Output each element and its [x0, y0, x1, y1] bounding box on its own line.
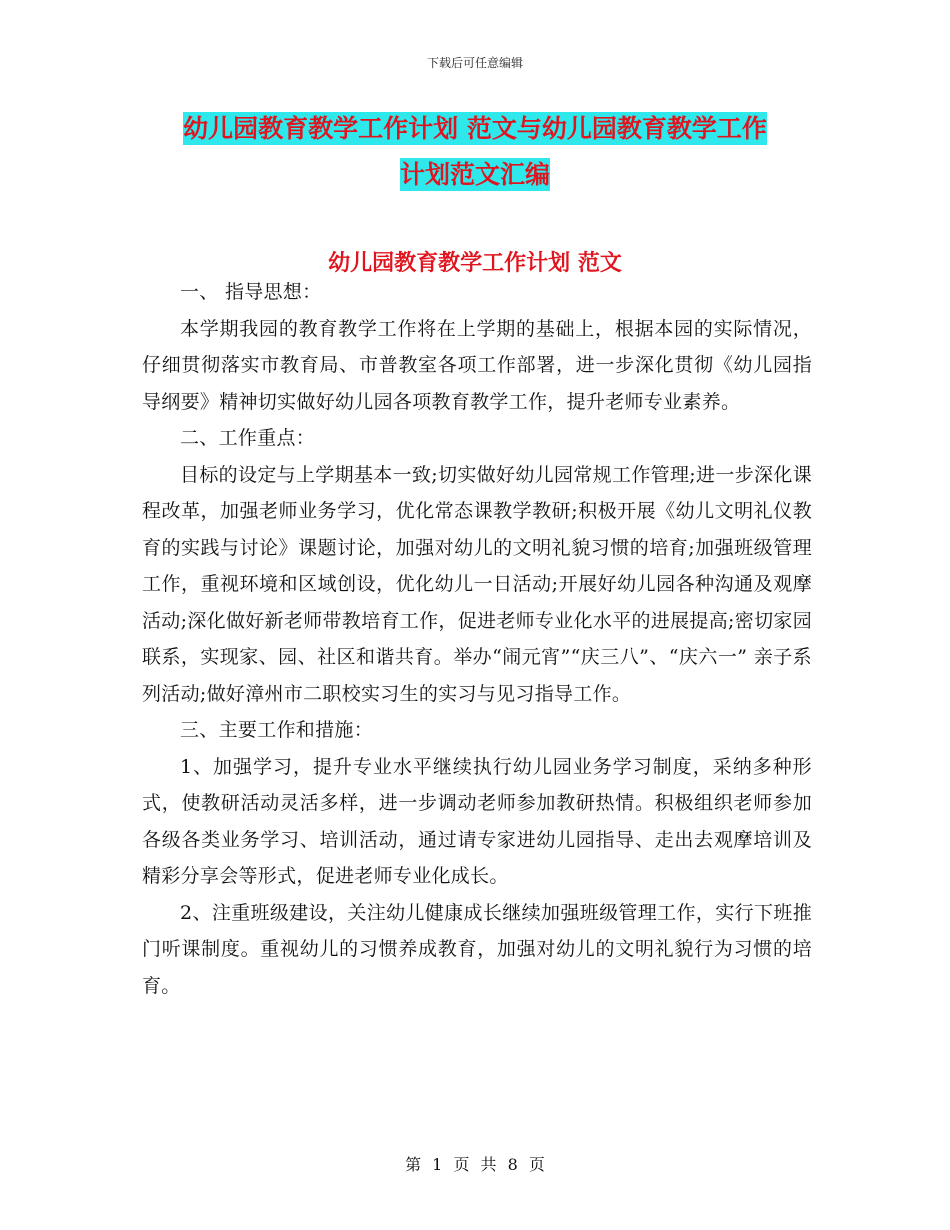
heading-guiding-thought: 一、 指导思想： [180, 281, 322, 303]
paragraph: 本学期我园的教育教学工作将在上学期的基础上，根据本园的实际情况，仔细贯彻落实市教育局、市普教室各项工作部署，进一步深化贯彻《幼儿园指导纲要》精神切实做好幼儿园各项教育教学工作，提升老师专业素养。 [142, 317, 812, 413]
heading-main-work-measures: 三、主要工作和措施： [180, 719, 374, 741]
paragraph: 1、加强学习，提升专业水平继续执行幼儿园业务学习制度，采纳多种形式，使教研活动灵活多样，进一步调动老师参加教研热情。积极组织老师参加各级各类业务学习、培训活动，通过请专家进幼儿园指导、走出去观摩培训及精彩分享会等形式，促进老师专业化成长。 [142, 755, 812, 887]
heading-work-focus: 二、工作重点： [180, 427, 316, 449]
title-line-1: 幼儿园教育教学工作计划 范文与幼儿园教育教学工作 [183, 114, 767, 143]
section-title: 幼儿园教育教学工作计划 范文 [328, 251, 622, 276]
document-body [142, 274, 812, 1004]
header-note: 下载后可任意编辑 [426, 56, 523, 70]
paragraph: 目标的设定与上学期基本一致;切实做好幼儿园常规工作管理;进一步深化课程改革，加强老师业务学习，优化常态课教学教研;积极开展《幼儿文明礼仪教育的实践与讨论》课题讨论，加强对幼儿的文明礼貌习惯的培育;加强班级管理工作，重视环境和区域创设，优化幼儿一日活动;开展好幼儿园各种沟通及观摩活动;深化做好新老师带教培育工作，促进老师专业化水平的进展提高;密切家园联系，实现家、园、社区和谐共育。举办“闹元宵”“庆三八”、“庆六一” 亲子系列活动;做好漳州市二职校实习生的实习与见习指导工作。 [142, 463, 812, 705]
paragraph: 2、注重班级建设，关注幼儿健康成长继续加强班级管理工作，实行下班推门听课制度。重视幼儿的习惯养成教育，加强对幼儿的文明礼貌行为习惯的培育。 [142, 901, 812, 997]
document-title [140, 106, 810, 198]
title-line-2: 计划范文汇编 [399, 160, 550, 189]
page-footer: 第 1 页 共 8 页 [405, 1155, 545, 1174]
